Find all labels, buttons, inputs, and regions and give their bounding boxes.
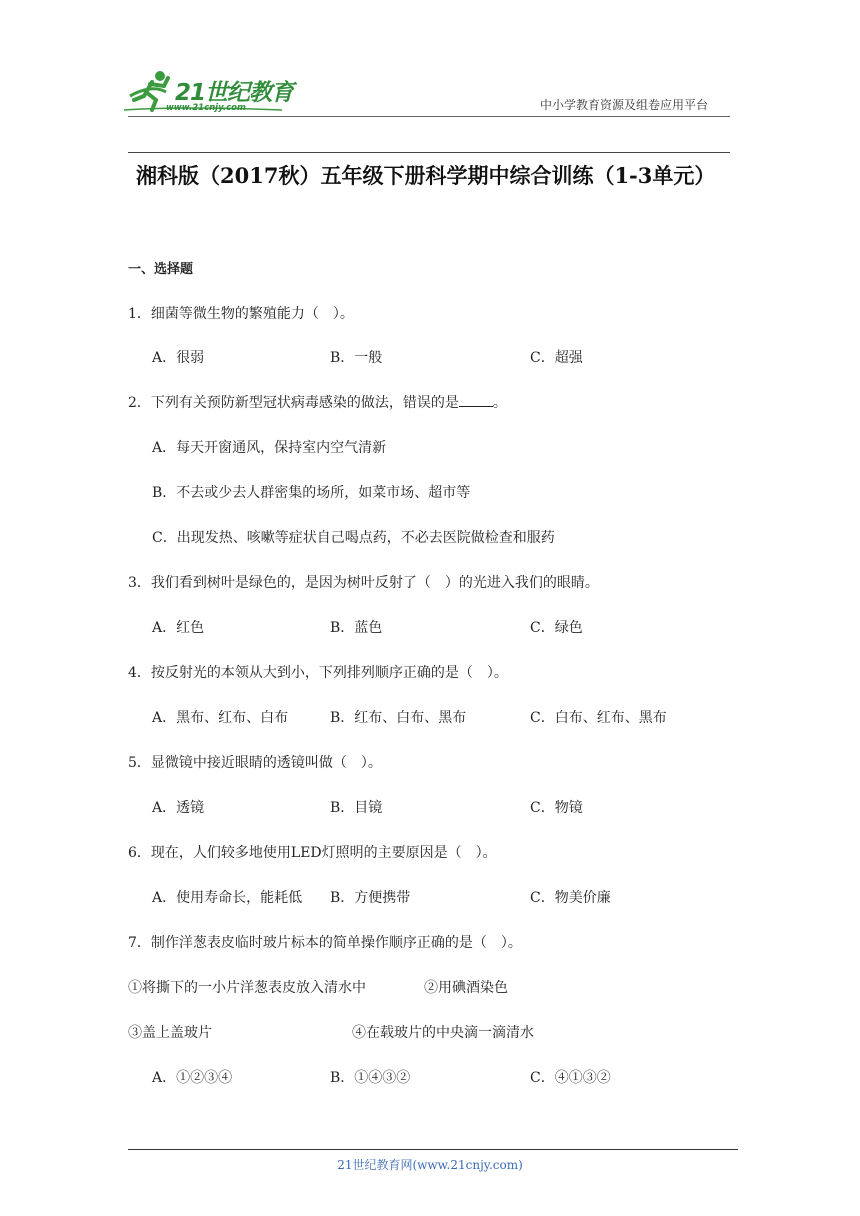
question-2-stem-end: 。 <box>492 395 507 411</box>
question-4-stem: 4．按反射光的本领从大到小，下列排列顺序正确的是（ ）。 <box>128 665 508 681</box>
question-2-option-c: C．出现发热、咳嗽等症状自己喝点药，不必去医院做检查和服药 <box>152 530 555 546</box>
question-2-stem <box>128 392 507 412</box>
question-4-option-c: C．白布、红布、黑布 <box>530 710 667 726</box>
question-3-option-b: B．蓝色 <box>330 620 383 636</box>
footer-divider <box>128 1149 738 1150</box>
question-4-option-a: A．黑布、红布、白布 <box>152 710 289 726</box>
logo-text: 21世纪教育 <box>175 80 294 106</box>
question-6-option-b: B．方便携带 <box>330 890 411 906</box>
question-7-step-4: ④在载玻片的中央滴一滴清水 <box>352 1025 534 1041</box>
question-3-option-c: C．绿色 <box>530 620 583 636</box>
page-title: 湘科版（2017秋）五年级下册科学期中综合训练（1-3单元） <box>136 163 716 188</box>
question-3-option-a: A．红色 <box>152 620 205 636</box>
question-1-option-c: C．超强 <box>530 350 583 366</box>
question-7-option-b: B．①④③② <box>330 1070 411 1086</box>
question-7-option-a: A．①②③④ <box>152 1070 233 1086</box>
question-5-option-c: C．物镜 <box>530 800 583 816</box>
question-7-step-1: ①将撕下的一小片洋葱表皮放入清水中 <box>128 980 366 996</box>
question-1-option-b: B．一般 <box>330 350 383 366</box>
question-1-option-a: A．很弱 <box>152 350 205 366</box>
question-7-step-3: ③盖上盖玻片 <box>128 1025 212 1041</box>
question-2-option-a: A．每天开窗通风，保持室内空气清新 <box>152 440 387 456</box>
question-5-stem: 5．显微镜中接近眼睛的透镜叫做（ ）。 <box>128 755 382 771</box>
question-7-stem: 7．制作洋葱表皮临时玻片标本的简单操作顺序正确的是（ ）。 <box>128 935 522 951</box>
question-3-stem: 3．我们看到树叶是绿色的，是因为树叶反射了（ ）的光进入我们的眼睛。 <box>128 575 599 591</box>
question-5-option-a: A．透镜 <box>152 800 205 816</box>
question-7-option-c: C．④①③② <box>530 1070 611 1086</box>
question-2-option-b: B．不去或少去人群密集的场所，如菜市场、超市等 <box>152 485 471 501</box>
question-1-stem: 1．细菌等微生物的繁殖能力（ ）。 <box>128 306 354 322</box>
question-7-step-2: ②用碘酒染色 <box>424 980 508 996</box>
question-6-option-c: C．物美价廉 <box>530 890 611 906</box>
footer-link[interactable]: 21世纪教育网(www.21cnjy.com) <box>337 1158 523 1172</box>
platform-label: 中小学教育资源及组卷应用平台 <box>540 98 709 112</box>
section-heading: 一、选择题 <box>128 262 194 277</box>
question-5-option-b: B．目镜 <box>330 800 383 816</box>
header-divider <box>128 116 730 117</box>
question-2-stem-text: 2．下列有关预防新型冠状病毒感染的做法，错误的是 <box>128 395 459 411</box>
title-divider <box>128 152 730 153</box>
answer-blank <box>459 394 493 407</box>
question-6-stem: 6．现在，人们较多地使用LED灯照明的主要原因是（ ）。 <box>128 845 497 861</box>
logo-url: www.21cnjy.com <box>166 103 246 113</box>
question-4-option-b: B．红布、白布、黑布 <box>330 710 467 726</box>
question-6-option-a: A．使用寿命长，能耗低 <box>152 890 303 906</box>
